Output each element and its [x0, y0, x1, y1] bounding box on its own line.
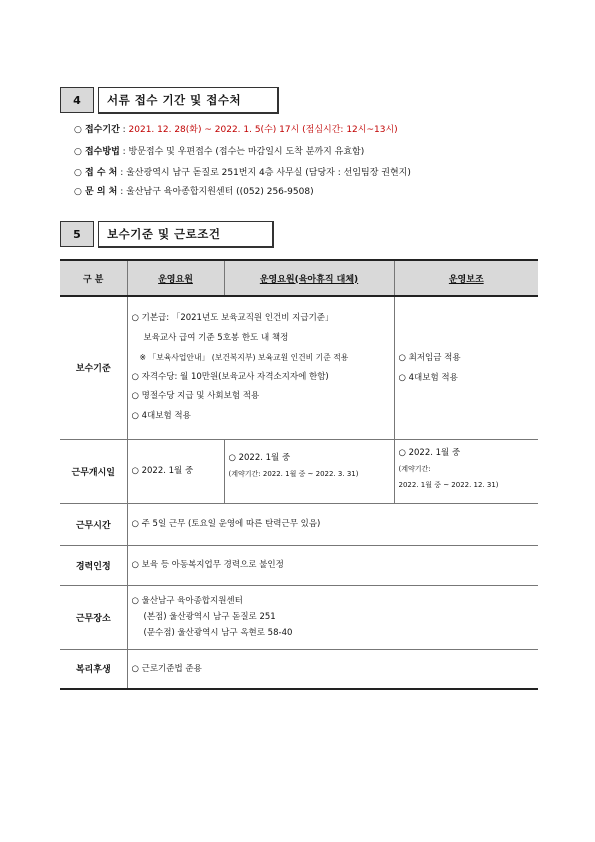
hours-cell: ○ 주 5일 근무 (토요일 운영에 따른 탄력근무 있음) — [127, 503, 538, 545]
info-line-contact: ○ 문 의 처 : 울산남구 육아종합지원센터 ((052) 256-9508) — [74, 187, 314, 197]
pay-staff-cell: ○ 기본급: 「2021년도 보육교직원 인건비 지급기준」 보육교사 급여 기준 5호봉 한도 내 책정 ※ 「보육사업안내」 (보건복지부) 보육교원 인건비 기준 적용 ○ 자격수당: 월 10만원(보육교사 자격소지자에 한함) ○ 명절수당 지급 및 사회보험 적용 ○ 4대보험 적용 — [127, 296, 394, 439]
table-header-row — [60, 260, 538, 296]
info-line-place: ○ 접 수 처 : 울산광역시 남구 돋질로 251번지 4층 사무실 (담당자 : 선임팀장 권현지) — [74, 168, 411, 178]
row-label: 경력인정 — [60, 545, 127, 585]
table-row-career — [60, 545, 538, 585]
conditions-table — [60, 259, 538, 690]
table-row-start — [60, 439, 538, 503]
header-category: 구 분 — [60, 260, 127, 296]
row-label: 근무시간 — [60, 503, 127, 545]
row-label: 근무장소 — [60, 585, 127, 649]
table-row-welfare — [60, 649, 538, 689]
row-label: 복리후생 — [60, 649, 127, 689]
section-title: 서류 접수 기간 및 접수처 — [98, 87, 279, 114]
section-number: 5 — [60, 221, 94, 247]
header-staff: 운영요원 — [127, 260, 224, 296]
row-label: 근무개시일 — [60, 439, 127, 503]
table-row-pay — [60, 296, 538, 439]
pay-assistant-cell: ○ 최저임금 적용 ○ 4대보험 적용 — [394, 296, 538, 439]
period-value: 2021. 12. 28(화) ~ 2022. 1. 5(수) 17시 (점심시간: 12시~13시) — [128, 125, 398, 135]
start-staff-cell: ○ 2022. 1월 중 — [127, 439, 224, 503]
start-assistant-cell: ○ 2022. 1월 중 (계약기간: 2022. 1월 중 ~ 2022. 12. 31) — [394, 439, 538, 503]
welfare-cell: ○ 근로기준법 준용 — [127, 649, 538, 689]
table-row-place — [60, 585, 538, 649]
header-staff-replacement: 운영요원(육아휴직 대체) — [224, 260, 394, 296]
info-line-period: ○ 접수기간 : 2021. 12. 28(화) ~ 2022. 1. 5(수) 17시 (점심시간: 12시~13시) — [74, 125, 398, 135]
table-row-hours — [60, 503, 538, 545]
section-title: 보수기준 및 근로조건 — [98, 221, 274, 248]
section-5-header — [60, 221, 274, 247]
row-label: 보수기준 — [60, 296, 127, 439]
section-4-header — [60, 87, 279, 113]
header-assistant: 운영보조 — [394, 260, 538, 296]
section-number: 4 — [60, 87, 94, 113]
start-replacement-cell: ○ 2022. 1월 중 (계약기간: 2022. 1월 중 ~ 2022. 3. 31) — [224, 439, 394, 503]
place-cell: ○ 울산남구 육아종합지원센터 (본점) 울산광역시 남구 돋질로 251 (문수점) 울산광역시 남구 옥현로 58-40 — [127, 585, 538, 649]
career-cell: ○ 보육 등 아동복지업무 경력으로 불인정 — [127, 545, 538, 585]
info-line-method: ○ 접수방법 : 방문접수 및 우편접수 (접수는 마감일시 도착 분까지 유효함) — [74, 147, 365, 157]
